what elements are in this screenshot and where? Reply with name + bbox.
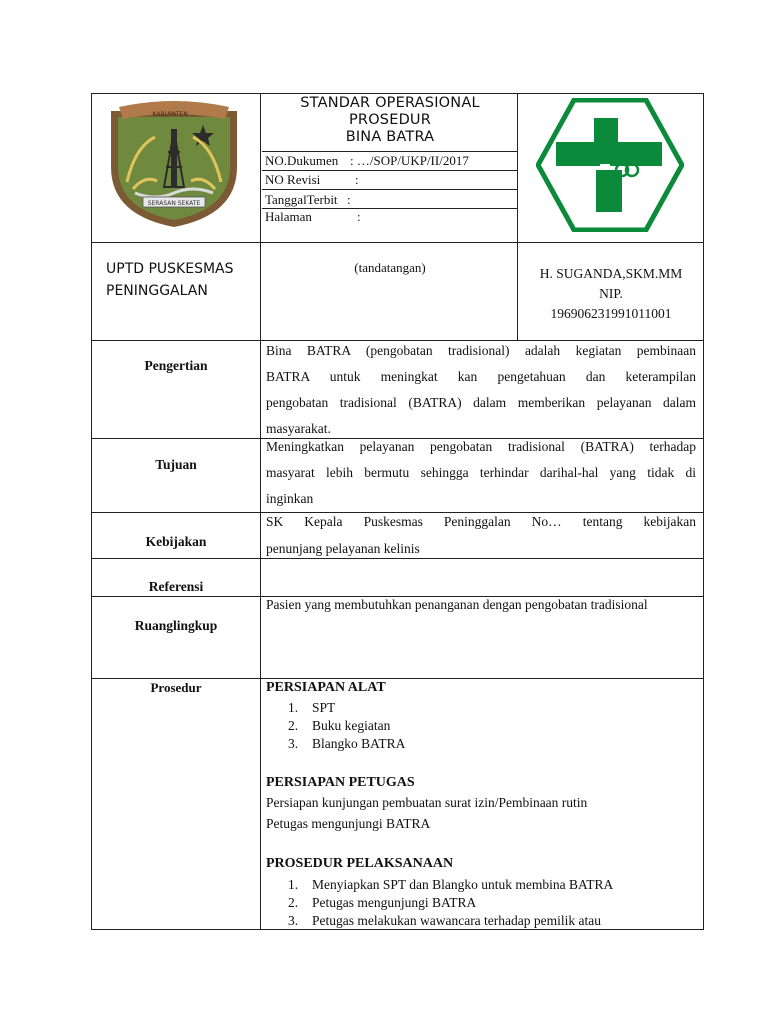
grid-line	[91, 93, 704, 94]
label-referensi: Referensi	[148, 579, 204, 594]
grid-line	[262, 151, 518, 152]
official-block	[519, 264, 703, 324]
grid-line	[703, 93, 704, 930]
grid-line	[262, 189, 518, 190]
regional-crest-logo	[105, 97, 243, 231]
grid-line	[91, 929, 704, 930]
list-item: 1. SPT	[288, 700, 336, 715]
meta-revision: NO Revisi :	[265, 172, 359, 187]
section-persiapan-petugas: PERSIAPAN PETUGAS	[266, 775, 415, 790]
crest-banner-text: SERASAN SEKATE	[147, 200, 201, 207]
signature-placeholder: (tandatangan)	[354, 260, 426, 275]
grid-line	[262, 170, 518, 171]
list-item: 2. Buku kegiatan	[288, 718, 391, 733]
label-prosedur: Prosedur	[150, 680, 202, 695]
list-item: 3. Blangko BATRA	[288, 736, 406, 751]
official-nip: 196906231991011001	[550, 306, 672, 321]
official-name: H. SUGANDA,SKM.MM	[539, 266, 683, 281]
label-kebijakan: Kebijakan	[145, 534, 207, 549]
unit-name: UPTD PUSKESMAS PENINGGALAN	[106, 261, 234, 299]
list-item: 2. Petugas mengunjungi BATRA	[288, 895, 477, 910]
section-persiapan-alat: PERSIAPAN ALAT	[266, 680, 386, 695]
list-item: 1. Menyiapkan SPT dan Blangko untuk membina BATRA	[288, 877, 614, 892]
label-pengertian: Pengertian	[144, 358, 208, 373]
label-tujuan: Tujuan	[155, 457, 197, 472]
text-line: Petugas mengunjungi BATRA	[266, 816, 431, 831]
grid-line	[91, 678, 704, 679]
grid-line	[91, 93, 92, 930]
text-line: Persiapan kunjungan pembuatan surat izin/Pembinaan rutin	[266, 795, 588, 810]
section-prosedur-pelaksanaan: PROSEDUR PELAKSANAAN	[266, 856, 454, 871]
meta-page: Halaman :	[265, 209, 361, 224]
document-title	[262, 95, 518, 146]
list-item: 3. Petugas melakukan wawancara terhadap pemilik atau	[288, 913, 602, 928]
meta-issue-date: TanggalTerbit :	[265, 192, 351, 207]
official-nip-label: NIP.	[599, 286, 623, 301]
meta-document-number: NO.Dukumen : …/SOP/UKP/II/2017	[265, 153, 469, 168]
grid-line	[260, 93, 261, 930]
text-ruanglingkup: Pasien yang membutuhkan penanganan dengan pengobatan tradisional	[266, 597, 648, 612]
title-line: BINA BATRA	[345, 129, 435, 145]
crest-ribbon-text: KABUPATEN ...	[152, 111, 196, 118]
title-line: PROSEDUR	[348, 112, 432, 128]
health-cross-logo	[536, 98, 684, 232]
grid-line	[91, 242, 704, 243]
label-ruanglingkup: Ruanglingkup	[134, 618, 218, 633]
title-line: STANDAR OPERASIONAL	[300, 95, 480, 111]
